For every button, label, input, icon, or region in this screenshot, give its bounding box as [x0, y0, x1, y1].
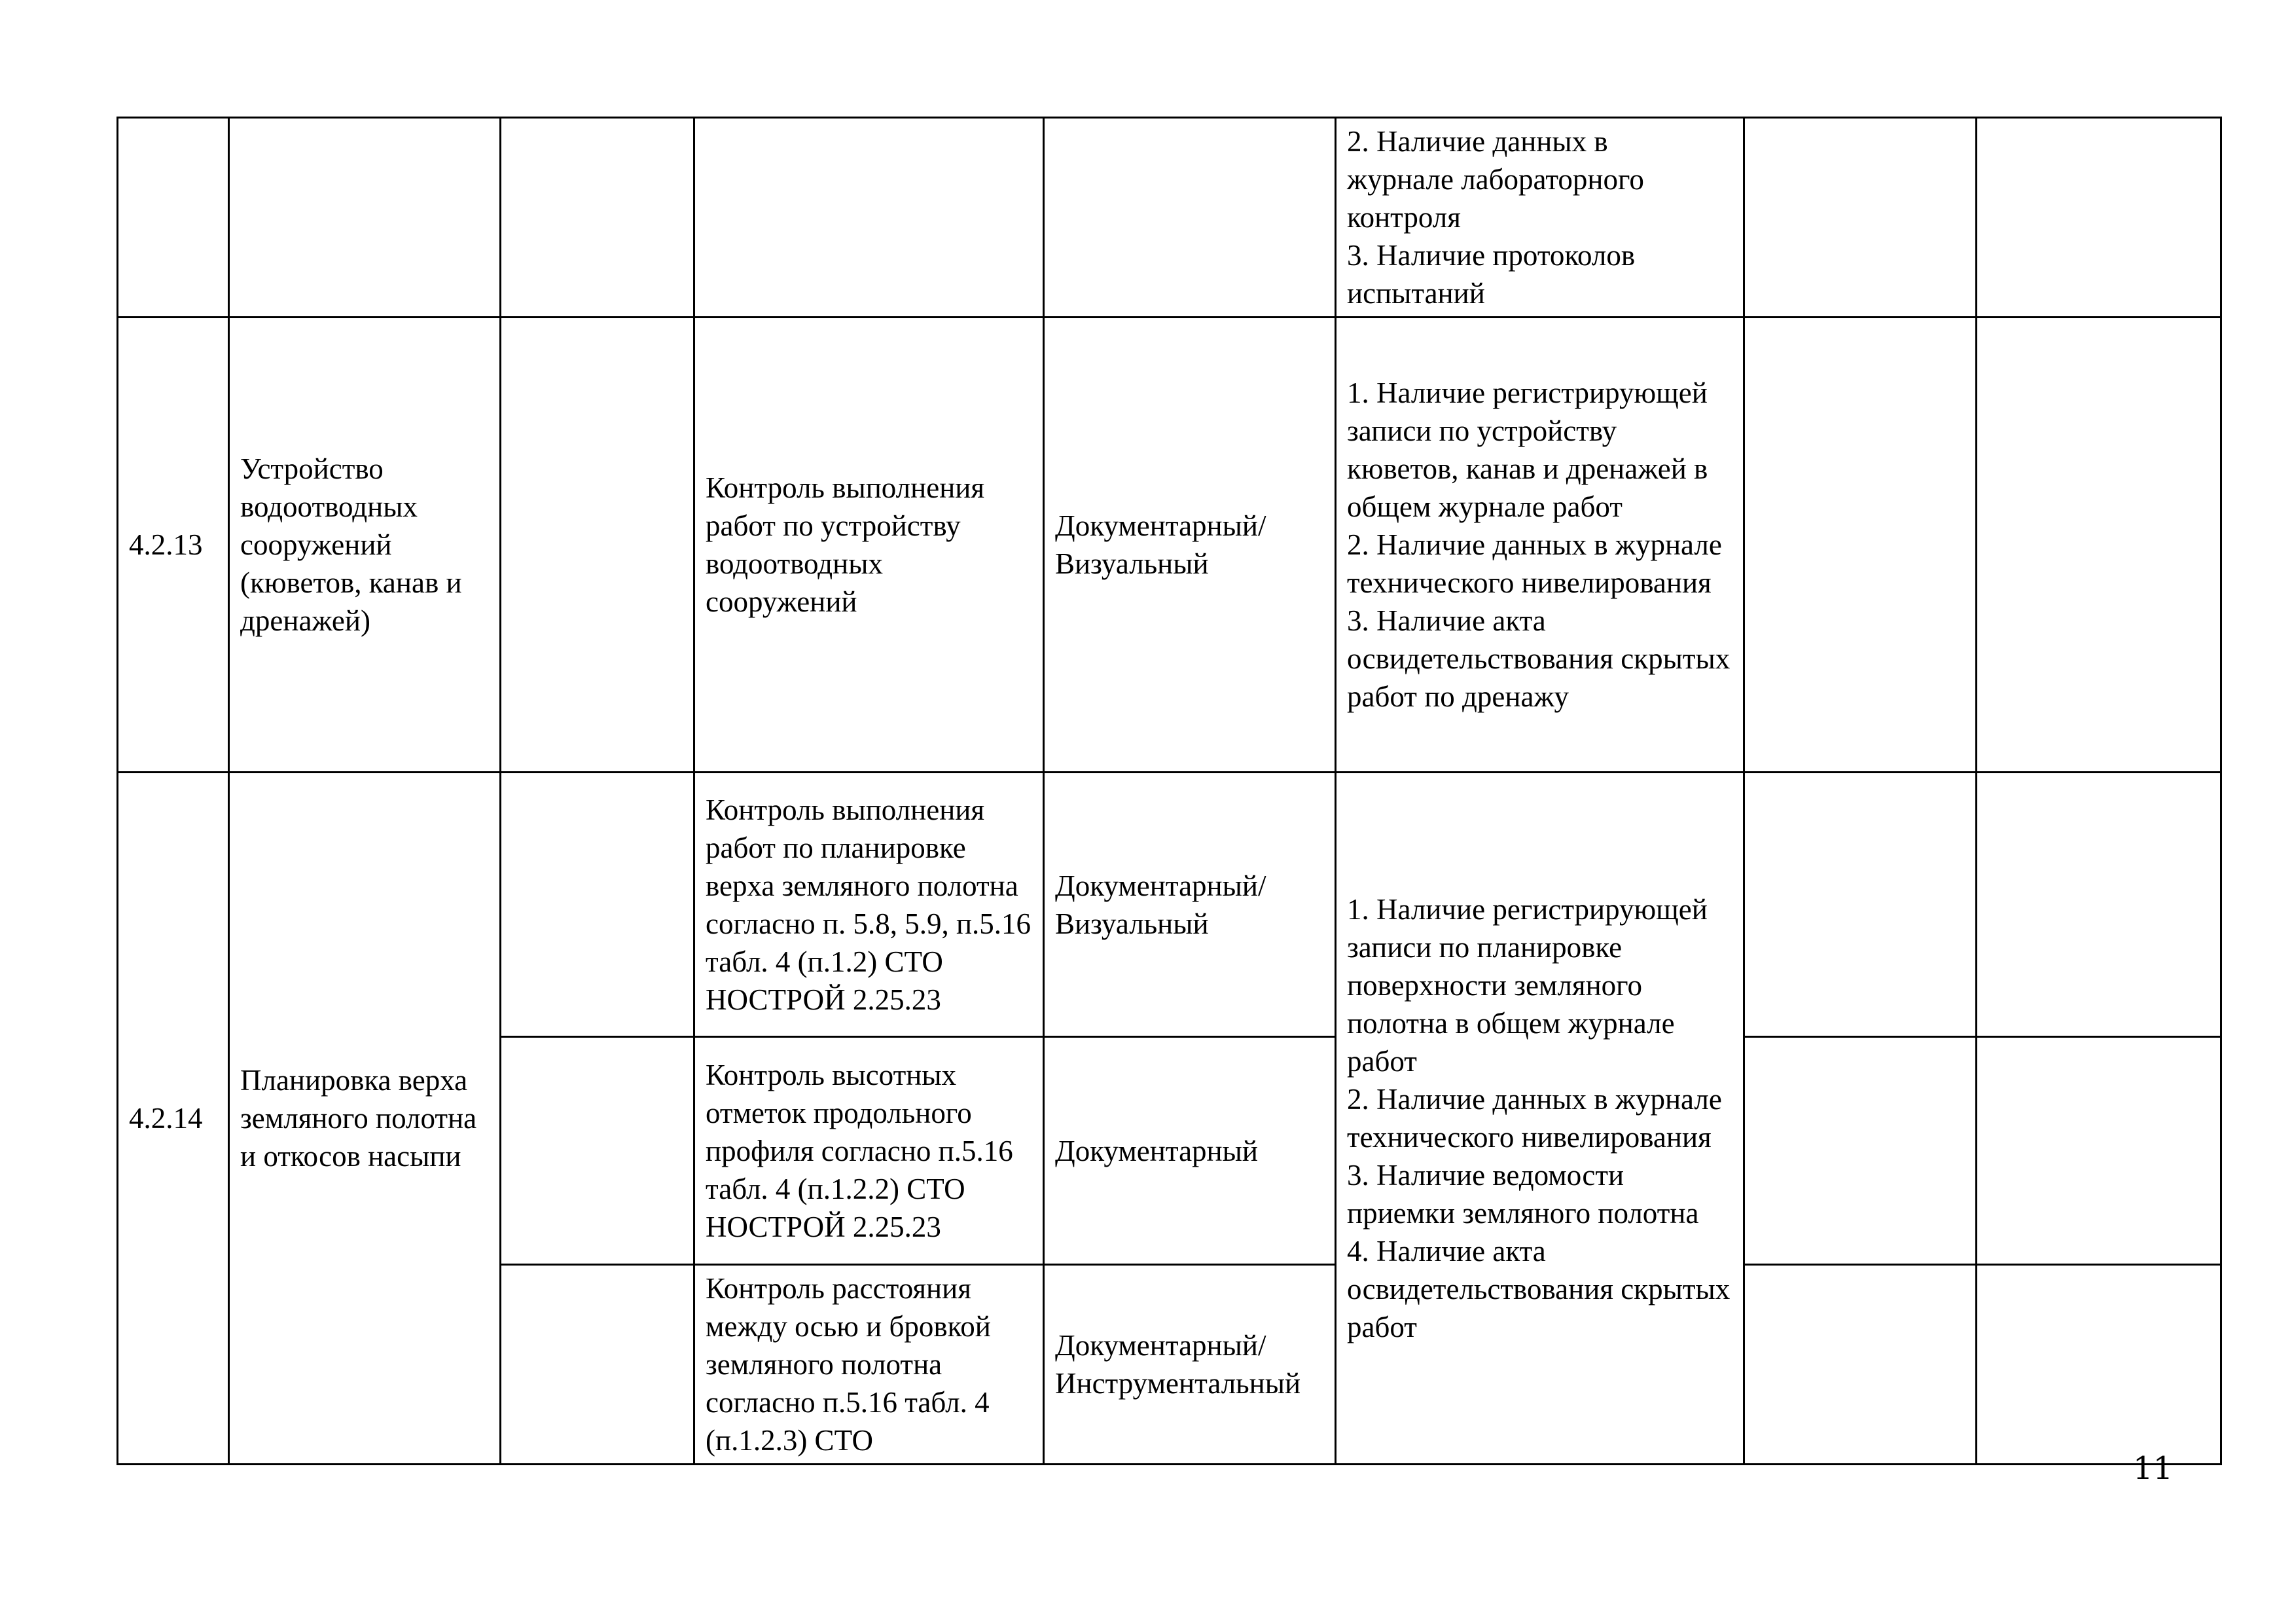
cell-empty — [1977, 773, 2221, 1037]
table-row — [118, 118, 2221, 318]
cell-method: Документарный/ Визуальный — [1044, 318, 1336, 773]
cell-empty — [501, 1037, 694, 1265]
cell-empty — [501, 1265, 694, 1465]
cell-name: Планировка верха земляного полотна и откосов насыпи — [229, 773, 501, 1465]
table-row — [118, 773, 2221, 1037]
cell-empty — [1744, 1037, 1977, 1265]
cell-method: Документарный/ Инструментальный — [1044, 1265, 1336, 1465]
cell-empty — [501, 118, 694, 318]
cell-checks: 1. Наличие регистрирующей записи по устройству кюветов, канав и дренажей в общем журнале работ 2. Наличие данных в журнале технического нивелирования 3. Наличие акта освидетельствования скрытых работ по дренажу — [1336, 318, 1744, 773]
cell-control: Контроль выполнения работ по планировке верха земляного полотна согласно п. 5.8, 5.9, п.5.16 табл. 4 (п.1.2) СТО НОСТРОЙ 2.25.23 — [694, 773, 1044, 1037]
table-row — [118, 318, 2221, 773]
cell-method: Документарный — [1044, 1037, 1336, 1265]
cell-control — [694, 118, 1044, 318]
cell-empty — [1744, 1265, 1977, 1465]
cell-number — [118, 118, 229, 318]
cell-method: Документарный/ Визуальный — [1044, 773, 1336, 1037]
cell-name: Устройство водоотводных сооружений (кюветов, канав и дренажей) — [229, 318, 501, 773]
cell-control: Контроль расстояния между осью и бровкой земляного полотна согласно п.5.16 табл. 4 (п.1.2.3) СТО — [694, 1265, 1044, 1465]
cell-empty — [501, 318, 694, 773]
page-number: 11 — [2132, 1450, 2173, 1487]
cell-empty — [501, 773, 694, 1037]
cell-method — [1044, 118, 1336, 318]
cell-empty — [1977, 318, 2221, 773]
cell-number: 4.2.14 — [118, 773, 229, 1465]
cell-control: Контроль выполнения работ по устройству водоотводных сооружений — [694, 318, 1044, 773]
cell-empty — [1744, 118, 1977, 318]
cell-empty — [1977, 1037, 2221, 1265]
cell-checks: 2. Наличие данных в журнале лабораторного контроля 3. Наличие протоколов испытаний — [1336, 118, 1744, 318]
cell-number: 4.2.13 — [118, 318, 229, 773]
cell-control: Контроль высотных отметок продольного профиля согласно п.5.16 табл. 4 (п.1.2.2) СТО НОСТРОЙ 2.25.23 — [694, 1037, 1044, 1265]
cell-empty — [1744, 773, 1977, 1037]
cell-empty — [1744, 318, 1977, 773]
cell-empty — [1977, 1265, 2221, 1465]
cell-name — [229, 118, 501, 318]
cell-checks: 1. Наличие регистрирующей записи по планировке поверхности земляного полотна в общем журнале работ 2. Наличие данных в журнале технического нивелирования 3. Наличие ведомости приемки земляного полотна 4. Наличие акта освидетельствования скрытых работ — [1336, 773, 1744, 1465]
inspection-table — [117, 117, 2222, 1465]
cell-empty — [1977, 118, 2221, 318]
